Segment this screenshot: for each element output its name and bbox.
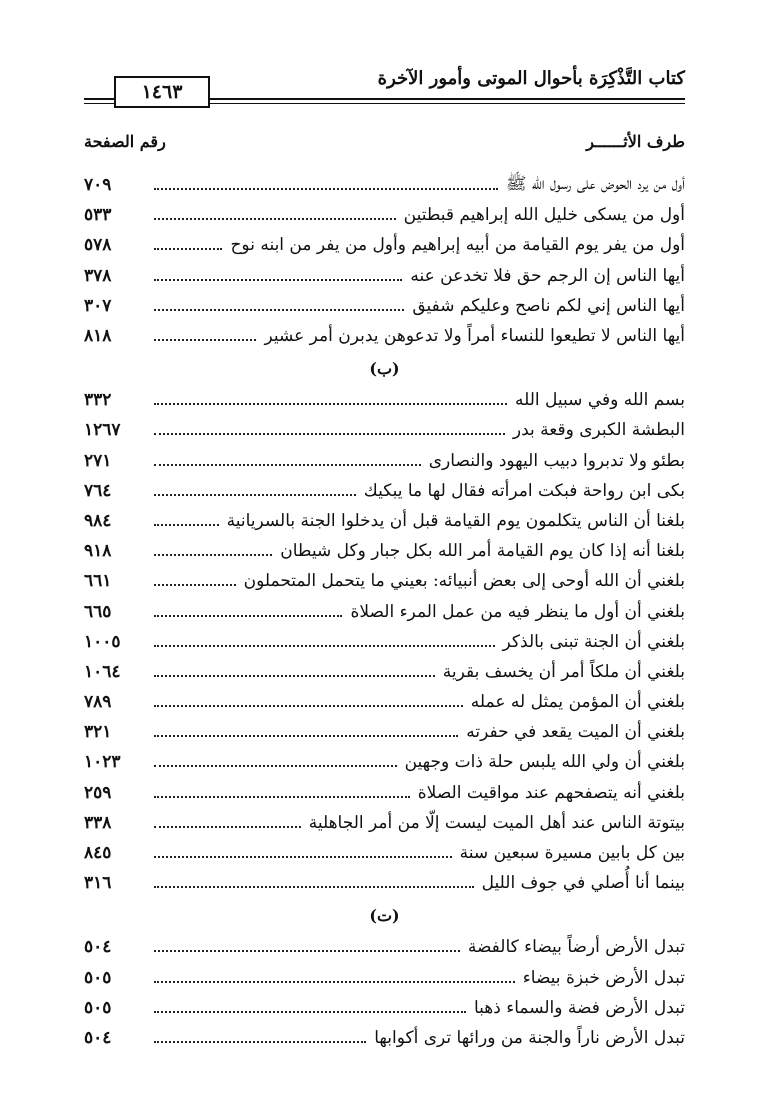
entry-text: بلغني أن أول ما ينظر فيه من عمل المرء الصلاة [350,601,685,622]
dot-leader [154,218,396,220]
entry-text: بسم الله وفي سبيل الله [515,390,685,411]
index-entry [84,687,685,717]
dot-leader [154,645,495,647]
index-entry [84,963,685,993]
index-entry [84,415,685,445]
entry-text: بلغني أن ملكاً أمر أن يخسف بقرية [442,661,685,682]
index-entry [84,717,685,747]
dot-leader [154,950,460,952]
index-entry [84,536,685,566]
entry-page-number: ٢٥٩ [84,782,112,803]
index-entry [84,261,685,291]
section-letter-heading: (ب) [369,358,400,378]
entry-page-number: ٣١٦ [84,873,112,894]
entry-text: بلغني أن المؤمن يمثل له عمله [470,692,685,713]
entry-text: بكى ابن رواحة فبكت امرأته فقال لها ما يبكيك [363,480,685,501]
entry-text: أول من يسكى خليل الله إبراهيم قبطتين [403,205,685,226]
entry-text: بين كل بابين مسيرة سبعين سنة [459,843,685,864]
dot-leader [154,856,452,858]
dot-leader [154,524,219,526]
page-number: ١٤٦٣ [114,76,210,108]
entry-page-number: ١٠٠٥ [84,631,121,652]
dot-leader [154,554,272,556]
dot-leader [154,309,404,311]
index-entry [84,506,685,536]
dot-leader [154,464,421,466]
entry-text: بلغني أن الجنة تبنى بالذكر [502,631,685,652]
dot-leader [154,584,236,586]
entry-page-number: ٣٧٨ [84,265,112,286]
entry-page-number: ٣٢١ [84,722,112,743]
entry-page-number: ٢٧١ [84,450,112,471]
index-entry [84,566,685,596]
dot-leader [154,675,435,677]
index-entry [84,868,685,898]
entry-text: بلغنا أنه إذا كان يوم القيامة أمر الله بكل جبار وكل شيطان [280,541,685,562]
index-entry [84,778,685,808]
index-entry [84,747,685,777]
dot-leader [154,248,222,250]
dot-leader [154,796,410,798]
column-headers [84,132,685,156]
entry-text: تبدل الأرض أرضاً بيضاء كالفضة [467,937,685,958]
entry-text: تبدل الأرض خبزة بيضاء [522,967,685,988]
entry-page-number: ٩١٨ [84,541,112,562]
dot-leader [154,615,342,617]
index-entry [84,932,685,962]
index-entry [84,657,685,687]
entry-text: بلغني أن ولي الله يلبس حلة ذات وجهين [404,752,685,773]
entry-page-number: ٥٠٥ [84,967,112,988]
entry-page-number: ٩٨٤ [84,510,112,531]
dot-leader [154,339,256,341]
column-header-page: رقم الصفحة [84,132,166,151]
entry-page-number: ٥٠٥ [84,997,112,1018]
column-header-hadith: طرف الأثــــــر [586,132,685,151]
index-entry [84,596,685,626]
entry-page-number: ٦٦١ [84,571,112,592]
entry-page-number: ١٠٢٣ [84,752,121,773]
entry-page-number: ٧٦٤ [84,480,112,501]
running-header [84,64,685,108]
entry-page-number: ٧٠٩ [84,175,112,196]
entry-text: بطئو ولا تدبروا دبيب اليهود والنصارى [428,450,685,471]
entry-page-number: ٣٠٧ [84,295,112,316]
entry-text: تبدل الأرض ناراً والجنة من ورائها ترى أكوابها [374,1027,685,1048]
index-entry [84,170,685,200]
dot-leader [154,433,505,435]
entry-page-number: ٨١٨ [84,326,112,347]
index-entry [84,446,685,476]
entry-text: بيتوتة الناس عند أهل الميت ليست إلّا من أمر الجاهلية [308,812,685,833]
index-entry [84,321,685,351]
entry-text: بينما أنا أُصلي في جوف الليل [481,873,685,894]
entry-text: تبدل الأرض فضة والسماء ذهبا [473,997,685,1018]
entry-page-number: ٣٣٢ [84,390,112,411]
section-letter-heading: (ت) [369,905,400,925]
entry-text: أيها الناس لا تطيعوا للنساء أمراً ولا تدعوهن يدبرن أمر عشير [264,326,685,347]
entry-page-number: ١٢٦٧ [84,420,121,441]
index-entry [84,200,685,230]
index-entry [84,627,685,657]
entry-page-number: ٥٠٤ [84,1027,112,1048]
index-entry [84,1023,685,1053]
hadith-index [84,170,685,1053]
index-entry [84,838,685,868]
entry-page-number: ١٠٦٤ [84,661,121,682]
index-entry [84,476,685,506]
entry-page-number: ٥٧٨ [84,235,112,256]
index-entry [84,808,685,838]
dot-leader [154,981,515,983]
entry-text: بلغني أنه يتصفحهم عند مواقيت الصلاة [417,782,685,803]
entry-text: بلغنا أن الناس يتكلمون يوم القيامة قبل أن يدخلوا الجنة بالسريانية [226,510,685,531]
entry-page-number: ٦٦٥ [84,601,112,622]
dot-leader [154,494,356,496]
index-entry [84,291,685,321]
entry-text: أيها الناس إني لكم ناصح وعليكم شفيق [412,295,685,316]
entry-text: أيها الناس إن الرجم حق فلا تخدعن عنه [410,265,685,286]
book-title: كتاب التَّذْكِرَة بأحوال الموتى وأمور الآخرة [377,68,685,89]
entry-text: بلغني أن الله أوحى إلى بعض أنبيائه: بعيني ما يتحمل المتحملون [243,571,685,592]
dot-leader [154,826,301,828]
entry-text: أول من يرد الحوض على رسول الله ﷺ [505,173,685,194]
dot-leader [154,765,397,767]
dot-leader [154,735,458,737]
entry-page-number: ٥٠٤ [84,937,112,958]
dot-leader [154,886,474,888]
entry-page-number: ٥٣٣ [84,205,112,226]
index-entry [84,993,685,1023]
entry-page-number: ٧٨٩ [84,692,112,713]
entry-text: بلغني أن الميت يقعد في حفرته [466,722,685,743]
dot-leader [154,403,507,405]
dot-leader [154,1011,466,1013]
dot-leader [154,705,463,707]
index-entry [84,230,685,260]
entry-page-number: ٨٤٥ [84,843,112,864]
entry-text: أول من يفر يوم القيامة من أبيه إبراهيم وأول من يفر من ابنه نوح [230,235,685,256]
entry-text: البطشة الكبرى وقعة بدر [512,420,685,441]
entry-page-number: ٣٣٨ [84,812,112,833]
dot-leader [154,279,402,281]
dot-leader [154,188,498,190]
dot-leader [154,1041,366,1043]
index-entry [84,385,685,415]
